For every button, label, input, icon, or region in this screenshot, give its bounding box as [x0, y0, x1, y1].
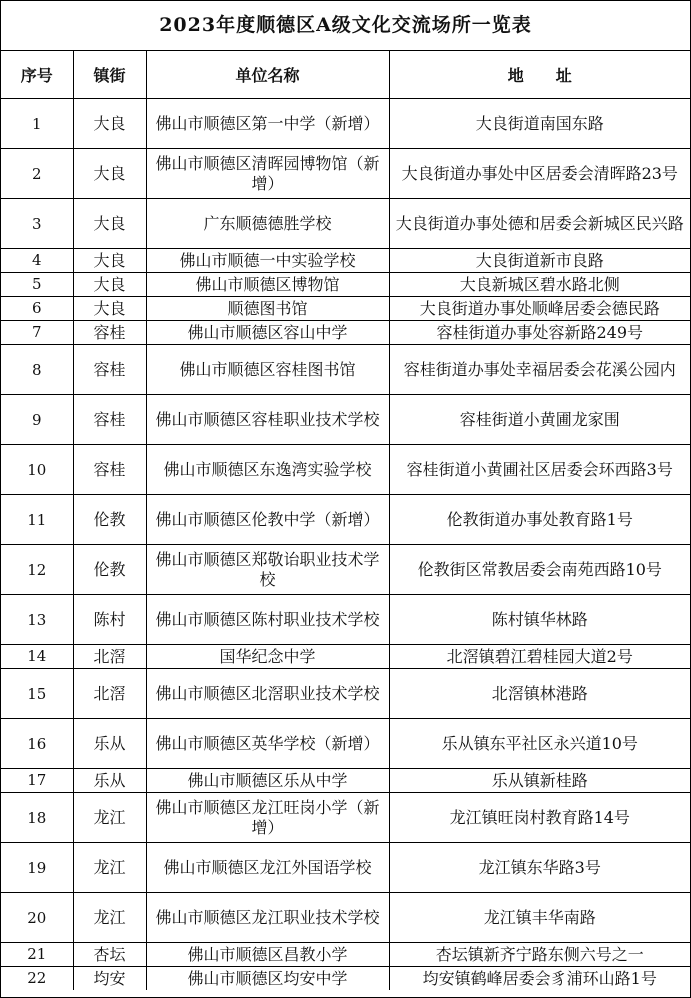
table-row: [1, 445, 690, 495]
row-index-cell: 18: [1, 793, 73, 843]
row-address-cell: 大良街道南国东路: [389, 99, 690, 149]
row-index-cell: 14: [1, 645, 73, 669]
row-index-cell: 6: [1, 297, 73, 321]
row-unit-name-cell: 佛山市顺德区清晖园博物馆（新增）: [146, 149, 389, 199]
row-address-cell: 杏坛镇新齐宁路东侧六号之一: [389, 943, 690, 967]
row-address-cell: 北滘镇林港路: [389, 669, 690, 719]
row-unit-name-cell: 佛山市顺德区容桂职业技术学校: [146, 395, 389, 445]
row-town-cell: 伦教: [73, 545, 146, 595]
table-row: [1, 249, 690, 273]
row-index-cell: 15: [1, 669, 73, 719]
table-row: [1, 893, 690, 943]
header-index: 序号: [1, 51, 73, 99]
document-title: 2023年度顺德区A级文化交流场所一览表: [1, 1, 690, 51]
row-town-cell: 龙江: [73, 793, 146, 843]
row-address-cell: 伦教街道办事处教育路1号: [389, 495, 690, 545]
row-unit-name-cell: 佛山市顺德区北滘职业技术学校: [146, 669, 389, 719]
row-town-cell: 大良: [73, 199, 146, 249]
row-unit-name-cell: 佛山市顺德区第一中学（新增）: [146, 99, 389, 149]
table-row: [1, 793, 690, 843]
row-town-cell: 伦教: [73, 495, 146, 545]
row-index-cell: 7: [1, 321, 73, 345]
row-address-cell: 龙江镇丰华南路: [389, 893, 690, 943]
row-address-cell: 大良街道办事处德和居委会新城区民兴路: [389, 199, 690, 249]
row-town-cell: 大良: [73, 149, 146, 199]
row-unit-name-cell: 佛山市顺德区容山中学: [146, 321, 389, 345]
row-address-cell: 乐从镇新桂路: [389, 769, 690, 793]
row-address-cell: 北滘镇碧江碧桂园大道2号: [389, 645, 690, 669]
row-index-cell: 8: [1, 345, 73, 395]
row-unit-name-cell: 佛山市顺德一中实验学校: [146, 249, 389, 273]
row-town-cell: 陈村: [73, 595, 146, 645]
row-index-cell: 13: [1, 595, 73, 645]
table-row: [1, 495, 690, 545]
row-index-cell: 10: [1, 445, 73, 495]
row-index-cell: 5: [1, 273, 73, 297]
row-unit-name-cell: 佛山市顺德区昌教小学: [146, 943, 389, 967]
row-unit-name-cell: 佛山市顺德区陈村职业技术学校: [146, 595, 389, 645]
row-town-cell: 乐从: [73, 719, 146, 769]
table-row: [1, 99, 690, 149]
table-row: [1, 273, 690, 297]
row-index-cell: 4: [1, 249, 73, 273]
table-row: [1, 843, 690, 893]
row-index-cell: 11: [1, 495, 73, 545]
row-address-cell: 陈村镇华林路: [389, 595, 690, 645]
row-unit-name-cell: 佛山市顺德区龙江职业技术学校: [146, 893, 389, 943]
table-row: [1, 395, 690, 445]
row-address-cell: 容桂街道小黄圃龙家围: [389, 395, 690, 445]
row-unit-name-cell: 佛山市顺德区英华学校（新增）: [146, 719, 389, 769]
row-address-cell: 大良街道办事处顺峰居委会德民路: [389, 297, 690, 321]
table-row: [1, 769, 690, 793]
row-unit-name-cell: 佛山市顺德区博物馆: [146, 273, 389, 297]
table-row: [1, 199, 690, 249]
row-address-cell: 龙江镇东华路3号: [389, 843, 690, 893]
row-town-cell: 大良: [73, 273, 146, 297]
row-unit-name-cell: 顺德图书馆: [146, 297, 389, 321]
row-address-cell: 龙江镇旺岗村教育路14号: [389, 793, 690, 843]
row-index-cell: 22: [1, 967, 73, 991]
row-unit-name-cell: 广东顺德德胜学校: [146, 199, 389, 249]
table-row: [1, 967, 690, 991]
row-index-cell: 20: [1, 893, 73, 943]
row-town-cell: 容桂: [73, 445, 146, 495]
row-address-cell: 均安镇鹤峰居委会豸浦环山路1号: [389, 967, 690, 991]
table-row: [1, 345, 690, 395]
table-row: [1, 719, 690, 769]
table-row: [1, 645, 690, 669]
row-index-cell: 2: [1, 149, 73, 199]
table-body: [1, 99, 690, 991]
row-index-cell: 19: [1, 843, 73, 893]
table-row: [1, 149, 690, 199]
table-row: [1, 321, 690, 345]
row-address-cell: 伦教街区常教居委会南苑西路10号: [389, 545, 690, 595]
row-unit-name-cell: 佛山市顺德区伦教中学（新增）: [146, 495, 389, 545]
row-unit-name-cell: 佛山市顺德区乐从中学: [146, 769, 389, 793]
row-index-cell: 16: [1, 719, 73, 769]
row-town-cell: 大良: [73, 297, 146, 321]
row-index-cell: 9: [1, 395, 73, 445]
row-index-cell: 3: [1, 199, 73, 249]
row-address-cell: 容桂街道小黄圃社区居委会环西路3号: [389, 445, 690, 495]
table-row: [1, 297, 690, 321]
row-town-cell: 大良: [73, 99, 146, 149]
row-unit-name-cell: 佛山市顺德区郑敬诒职业技术学校: [146, 545, 389, 595]
row-address-cell: 容桂街道办事处容新路249号: [389, 321, 690, 345]
row-town-cell: 容桂: [73, 321, 146, 345]
row-unit-name-cell: 国华纪念中学: [146, 645, 389, 669]
table-row: [1, 669, 690, 719]
venue-table: [1, 51, 690, 990]
row-unit-name-cell: 佛山市顺德区均安中学: [146, 967, 389, 991]
table-row: [1, 943, 690, 967]
row-unit-name-cell: 佛山市顺德区容桂图书馆: [146, 345, 389, 395]
row-town-cell: 北滘: [73, 645, 146, 669]
row-address-cell: 大良新城区碧水路北侧: [389, 273, 690, 297]
row-index-cell: 12: [1, 545, 73, 595]
row-unit-name-cell: 佛山市顺德区龙江外国语学校: [146, 843, 389, 893]
row-index-cell: 21: [1, 943, 73, 967]
row-address-cell: 大良街道新市良路: [389, 249, 690, 273]
row-town-cell: 容桂: [73, 345, 146, 395]
table-header-row: [1, 51, 690, 99]
row-town-cell: 杏坛: [73, 943, 146, 967]
row-town-cell: 龙江: [73, 843, 146, 893]
row-unit-name-cell: 佛山市顺德区东逸湾实验学校: [146, 445, 389, 495]
row-address-cell: 乐从镇东平社区永兴道10号: [389, 719, 690, 769]
header-unit-name: 单位名称: [146, 51, 389, 99]
row-town-cell: 乐从: [73, 769, 146, 793]
row-town-cell: 大良: [73, 249, 146, 273]
row-index-cell: 17: [1, 769, 73, 793]
row-town-cell: 龙江: [73, 893, 146, 943]
row-index-cell: 1: [1, 99, 73, 149]
row-town-cell: 容桂: [73, 395, 146, 445]
row-address-cell: 大良街道办事处中区居委会清晖路23号: [389, 149, 690, 199]
row-town-cell: 均安: [73, 967, 146, 991]
row-unit-name-cell: 佛山市顺德区龙江旺岗小学（新增）: [146, 793, 389, 843]
table-row: [1, 545, 690, 595]
row-address-cell: 容桂街道办事处幸福居委会花溪公园内: [389, 345, 690, 395]
table-row: [1, 595, 690, 645]
row-town-cell: 北滘: [73, 669, 146, 719]
header-address: 地 址: [389, 51, 690, 99]
header-town: 镇街: [73, 51, 146, 99]
